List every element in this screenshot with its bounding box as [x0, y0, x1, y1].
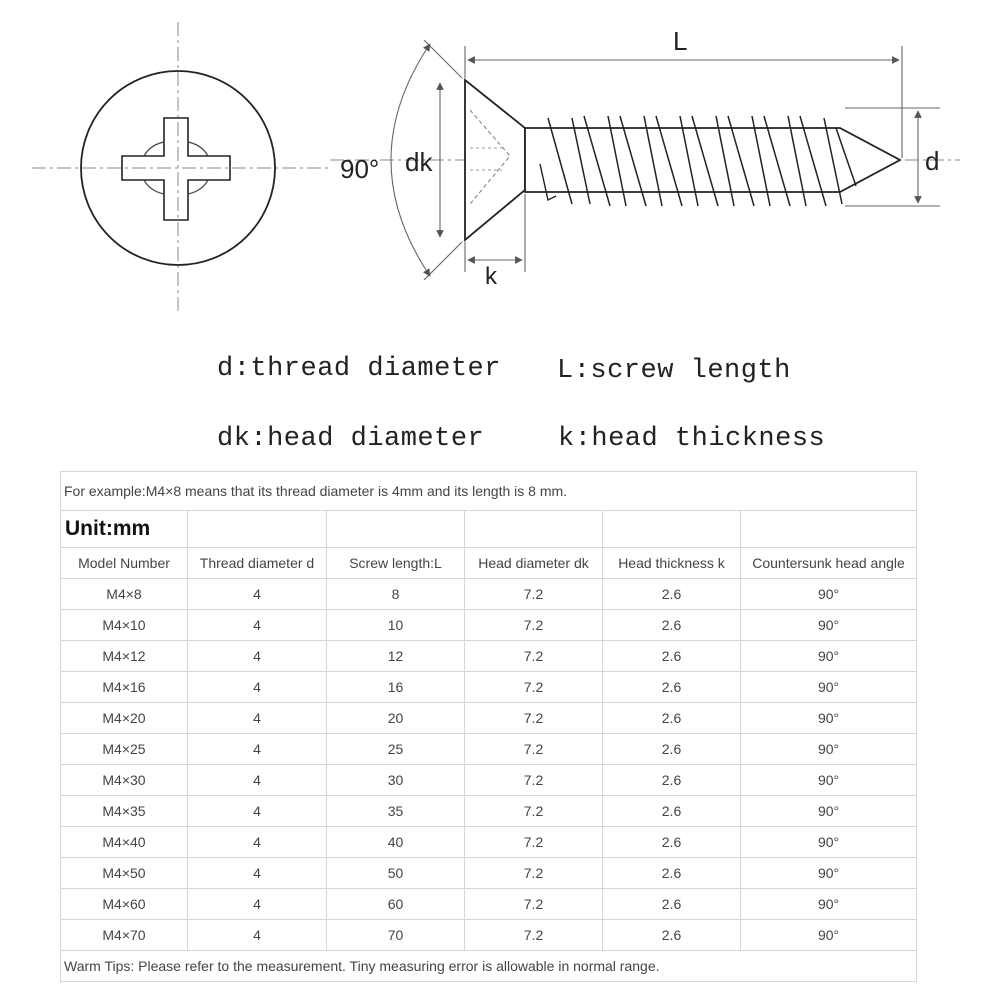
- header-head-diameter: Head diameter dk: [465, 548, 603, 579]
- cell-head-thickness: 2.6: [603, 796, 741, 827]
- cell-model: M4×25: [61, 734, 188, 765]
- cell-thread-diameter: 4: [188, 641, 327, 672]
- empty-cell: [603, 511, 741, 548]
- table-row: [61, 827, 917, 858]
- cell-thread-diameter: 4: [188, 672, 327, 703]
- cell-model: M4×16: [61, 672, 188, 703]
- legend-screw-length: L:screw length: [557, 356, 791, 386]
- head-top-view: [32, 22, 330, 315]
- cell-thread-diameter: 4: [188, 796, 327, 827]
- empty-cell: [741, 511, 917, 548]
- cell-thread-diameter: 4: [188, 610, 327, 641]
- cell-screw-length: 40: [327, 827, 465, 858]
- cell-head-angle: 90°: [741, 920, 917, 951]
- cell-screw-length: 16: [327, 672, 465, 703]
- cell-head-diameter: 7.2: [465, 827, 603, 858]
- data-rows: [61, 579, 917, 951]
- cell-head-angle: 90°: [741, 734, 917, 765]
- cell-head-thickness: 2.6: [603, 889, 741, 920]
- cell-screw-length: 60: [327, 889, 465, 920]
- table-row: [61, 858, 917, 889]
- cell-head-diameter: 7.2: [465, 610, 603, 641]
- header-screw-length: Screw length:L: [327, 548, 465, 579]
- cell-model: M4×60: [61, 889, 188, 920]
- cell-head-diameter: 7.2: [465, 920, 603, 951]
- cell-head-thickness: 2.6: [603, 827, 741, 858]
- cell-screw-length: 20: [327, 703, 465, 734]
- legend-head-diameter: dk:head diameter: [217, 424, 485, 454]
- tip-row: [61, 951, 917, 982]
- cell-thread-diameter: 4: [188, 579, 327, 610]
- cell-model: M4×10: [61, 610, 188, 641]
- cell-head-diameter: 7.2: [465, 889, 603, 920]
- cell-head-angle: 90°: [741, 641, 917, 672]
- cell-thread-diameter: 4: [188, 703, 327, 734]
- tip-text: Warm Tips: Please refer to the measurement. Tiny measuring error is allowable in normal range.: [61, 951, 917, 982]
- cell-thread-diameter: 4: [188, 827, 327, 858]
- cell-head-angle: 90°: [741, 672, 917, 703]
- cell-model: M4×50: [61, 858, 188, 889]
- cell-thread-diameter: 4: [188, 765, 327, 796]
- cell-head-angle: 90°: [741, 889, 917, 920]
- table-row: [61, 765, 917, 796]
- table-row: [61, 610, 917, 641]
- cell-screw-length: 10: [327, 610, 465, 641]
- header-head-angle: Countersunk head angle: [741, 548, 917, 579]
- cell-head-diameter: 7.2: [465, 579, 603, 610]
- example-row: [61, 472, 917, 511]
- cell-head-thickness: 2.6: [603, 920, 741, 951]
- cell-head-diameter: 7.2: [465, 765, 603, 796]
- table-row: [61, 796, 917, 827]
- cell-screw-length: 35: [327, 796, 465, 827]
- cell-head-diameter: 7.2: [465, 734, 603, 765]
- cell-model: M4×8: [61, 579, 188, 610]
- table-row: [61, 703, 917, 734]
- table-row: [61, 641, 917, 672]
- cell-screw-length: 8: [327, 579, 465, 610]
- cell-head-angle: 90°: [741, 610, 917, 641]
- cell-head-diameter: 7.2: [465, 641, 603, 672]
- legend-head-thickness: k:head thickness: [558, 424, 826, 454]
- cell-thread-diameter: 4: [188, 889, 327, 920]
- screw-diagram: [0, 0, 1002, 330]
- unit-label: Unit:mm: [61, 511, 188, 548]
- cell-head-thickness: 2.6: [603, 734, 741, 765]
- cell-thread-diameter: 4: [188, 858, 327, 889]
- cell-head-thickness: 2.6: [603, 703, 741, 734]
- table-row: [61, 579, 917, 610]
- cell-model: M4×30: [61, 765, 188, 796]
- label-dk: dk: [405, 147, 433, 177]
- legend-thread-diameter: d:thread diameter: [217, 354, 501, 384]
- cell-head-angle: 90°: [741, 765, 917, 796]
- spec-table: [60, 471, 917, 982]
- cell-screw-length: 30: [327, 765, 465, 796]
- cell-thread-diameter: 4: [188, 920, 327, 951]
- cell-head-thickness: 2.6: [603, 641, 741, 672]
- cell-screw-length: 50: [327, 858, 465, 889]
- cell-head-diameter: 7.2: [465, 796, 603, 827]
- label-L: L: [673, 26, 688, 56]
- cell-thread-diameter: 4: [188, 734, 327, 765]
- table-row: [61, 734, 917, 765]
- table-row: [61, 672, 917, 703]
- example-text: For example:M4×8 means that its thread diameter is 4mm and its length is 8 mm.: [61, 472, 917, 511]
- cell-screw-length: 12: [327, 641, 465, 672]
- label-angle: 90°: [340, 154, 380, 184]
- cell-head-thickness: 2.6: [603, 858, 741, 889]
- label-k: k: [485, 263, 497, 290]
- cell-head-angle: 90°: [741, 703, 917, 734]
- cell-head-angle: 90°: [741, 796, 917, 827]
- phillips-cross: [122, 118, 230, 220]
- cell-head-diameter: 7.2: [465, 703, 603, 734]
- header-model: Model Number: [61, 548, 188, 579]
- cell-head-thickness: 2.6: [603, 579, 741, 610]
- cell-head-thickness: 2.6: [603, 765, 741, 796]
- cell-head-diameter: 7.2: [465, 672, 603, 703]
- cell-model: M4×20: [61, 703, 188, 734]
- cell-screw-length: 25: [327, 734, 465, 765]
- cell-model: M4×12: [61, 641, 188, 672]
- table-row: [61, 920, 917, 951]
- cell-head-angle: 90°: [741, 827, 917, 858]
- cell-head-thickness: 2.6: [603, 672, 741, 703]
- table-row: [61, 889, 917, 920]
- header-head-thickness: Head thickness k: [603, 548, 741, 579]
- header-thread-diameter: Thread diameter d: [188, 548, 327, 579]
- header-row: [61, 548, 917, 579]
- empty-cell: [188, 511, 327, 548]
- cell-head-diameter: 7.2: [465, 858, 603, 889]
- label-d: d: [925, 146, 940, 176]
- cell-head-angle: 90°: [741, 579, 917, 610]
- cell-head-angle: 90°: [741, 858, 917, 889]
- cell-model: M4×40: [61, 827, 188, 858]
- cell-screw-length: 70: [327, 920, 465, 951]
- empty-cell: [327, 511, 465, 548]
- cell-model: M4×35: [61, 796, 188, 827]
- cell-model: M4×70: [61, 920, 188, 951]
- cell-head-thickness: 2.6: [603, 610, 741, 641]
- unit-row: [61, 511, 917, 548]
- empty-cell: [465, 511, 603, 548]
